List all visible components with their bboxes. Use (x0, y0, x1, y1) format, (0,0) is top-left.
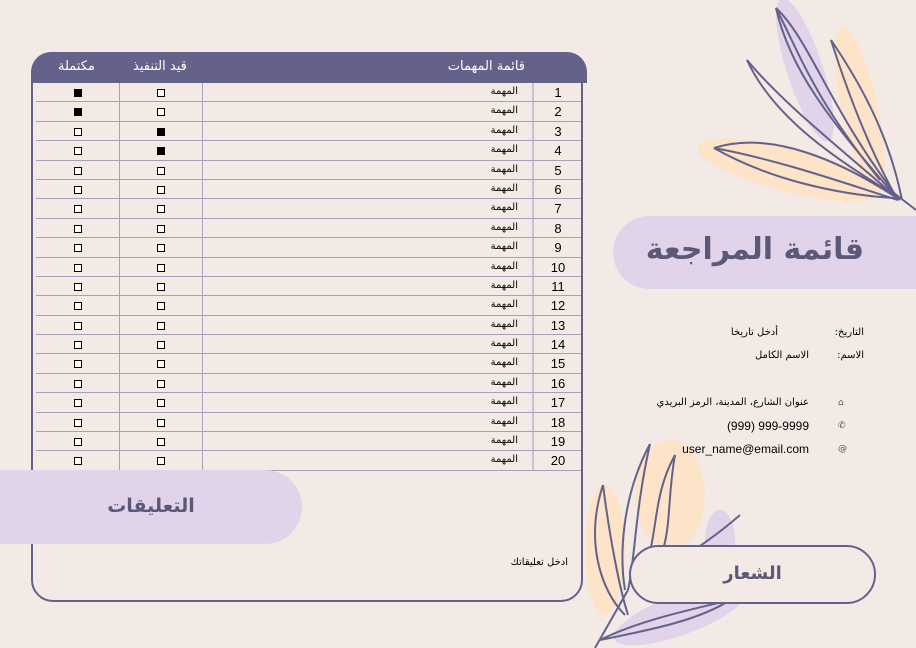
task-name[interactable]: المهمة (490, 241, 518, 253)
in-progress-checkbox[interactable] (157, 264, 165, 272)
column-divider (202, 393, 203, 411)
task-name[interactable]: المهمة (490, 163, 518, 175)
column-divider (119, 354, 120, 372)
complete-checkbox[interactable] (74, 147, 82, 155)
column-divider (202, 451, 203, 469)
table-row (36, 83, 581, 102)
header-complete: مكتملة (58, 59, 95, 74)
column-divider (119, 180, 120, 198)
task-name[interactable]: المهمة (490, 338, 518, 350)
column-divider (202, 296, 203, 314)
column-divider (202, 83, 203, 101)
table-row (36, 432, 581, 451)
column-divider (202, 258, 203, 276)
phone-icon: ✆ (838, 421, 846, 431)
in-progress-checkbox[interactable] (157, 399, 165, 407)
column-divider (119, 83, 120, 101)
table-row (36, 393, 581, 412)
column-divider (119, 296, 120, 314)
task-number: 20 (550, 453, 566, 469)
table-row (36, 451, 581, 470)
in-progress-checkbox[interactable] (157, 380, 165, 388)
task-number: 3 (554, 123, 562, 139)
task-name[interactable]: المهمة (490, 105, 518, 117)
table-row (36, 335, 581, 354)
logo-label: الشعار (723, 563, 782, 584)
in-progress-checkbox[interactable] (157, 186, 165, 194)
column-divider (532, 180, 534, 198)
column-divider (202, 238, 203, 256)
complete-checkbox[interactable] (74, 244, 82, 252)
column-divider (202, 335, 203, 353)
column-divider (119, 161, 120, 179)
in-progress-checkbox[interactable] (157, 244, 165, 252)
column-divider (202, 277, 203, 295)
complete-checkbox[interactable] (74, 360, 82, 368)
column-divider (202, 374, 203, 392)
column-divider (119, 122, 120, 140)
name-label: الاسم: (837, 350, 864, 361)
column-divider (202, 122, 203, 140)
complete-checkbox[interactable] (74, 457, 82, 465)
date-label: التاريخ: (834, 327, 864, 338)
task-name[interactable]: المهمة (490, 86, 518, 97)
column-divider (532, 102, 534, 120)
column-divider (119, 219, 120, 237)
in-progress-checkbox[interactable] (157, 89, 165, 97)
comments-banner (0, 470, 302, 544)
leaf-decoration-top-icon (690, 0, 916, 215)
email-field[interactable]: user_name@email.com (682, 442, 809, 456)
task-number: 7 (554, 201, 562, 217)
task-name[interactable]: المهمة (490, 376, 518, 388)
task-name[interactable]: المهمة (490, 454, 518, 466)
task-name[interactable]: المهمة (490, 221, 518, 233)
complete-checkbox[interactable] (74, 438, 82, 446)
task-name[interactable]: المهمة (490, 357, 518, 369)
column-divider (202, 161, 203, 179)
complete-checkbox[interactable] (74, 108, 82, 116)
table-row (36, 219, 581, 238)
column-divider (202, 141, 203, 159)
column-divider (119, 413, 120, 431)
complete-checkbox[interactable] (74, 205, 82, 213)
column-divider (532, 219, 534, 237)
table-row (36, 199, 581, 218)
column-divider (202, 102, 203, 120)
task-name[interactable]: المهمة (490, 299, 518, 311)
task-number: 6 (554, 181, 562, 197)
column-divider (202, 199, 203, 217)
column-divider (119, 451, 120, 469)
complete-checkbox[interactable] (74, 264, 82, 272)
complete-checkbox[interactable] (74, 419, 82, 427)
leaf-decoration-bottom-icon (580, 440, 760, 648)
task-number: 8 (554, 220, 562, 236)
in-progress-checkbox[interactable] (157, 322, 165, 330)
task-name[interactable]: المهمة (490, 318, 518, 330)
column-divider (532, 413, 534, 431)
in-progress-checkbox[interactable] (157, 128, 165, 136)
address-field[interactable]: عنوان الشارع، المدينة، الرمز البريدي (656, 397, 809, 408)
in-progress-checkbox[interactable] (157, 283, 165, 291)
task-number: 19 (550, 434, 566, 450)
complete-checkbox[interactable] (74, 186, 82, 194)
column-divider (202, 413, 203, 431)
column-divider (532, 374, 534, 392)
column-divider (119, 102, 120, 120)
comments-heading: التعليقات (107, 495, 195, 517)
table-row (36, 102, 581, 121)
complete-checkbox[interactable] (74, 341, 82, 349)
column-divider (202, 180, 203, 198)
header-in-progress: قيد التنفيذ (133, 59, 187, 74)
table-row (36, 277, 581, 296)
task-number: 16 (550, 375, 566, 391)
task-number: 13 (550, 317, 566, 333)
task-number: 10 (550, 259, 566, 275)
column-divider (202, 354, 203, 372)
column-divider (532, 161, 534, 179)
task-number: 4 (554, 143, 562, 159)
in-progress-checkbox[interactable] (157, 225, 165, 233)
table-row (36, 296, 581, 315)
task-number: 5 (554, 162, 562, 178)
task-name[interactable]: المهمة (490, 124, 518, 136)
phone-field[interactable]: (999) 999-9999 (726, 419, 809, 433)
header-tasks: قائمة المهمات (447, 59, 525, 74)
complete-checkbox[interactable] (74, 128, 82, 136)
column-divider (119, 316, 120, 334)
date-field[interactable]: أدخل تاريخا (730, 327, 778, 338)
column-divider (119, 277, 120, 295)
column-divider (202, 219, 203, 237)
task-name[interactable]: المهمة (490, 435, 518, 447)
column-divider (119, 141, 120, 159)
column-divider (202, 432, 203, 450)
column-divider (119, 258, 120, 276)
column-divider (119, 374, 120, 392)
table-row (36, 258, 581, 277)
in-progress-checkbox[interactable] (157, 167, 165, 175)
complete-checkbox[interactable] (74, 380, 82, 388)
in-progress-checkbox[interactable] (157, 108, 165, 116)
table-row (36, 122, 581, 141)
column-divider (532, 451, 534, 469)
task-number: 11 (551, 278, 565, 294)
task-number: 1 (554, 85, 562, 100)
table-row (36, 141, 581, 160)
task-number: 18 (550, 414, 566, 430)
task-name[interactable]: المهمة (490, 396, 518, 408)
in-progress-checkbox[interactable] (157, 147, 165, 155)
comments-field[interactable]: ادخل تعليقاتك (510, 557, 568, 568)
at-icon: @ (838, 444, 847, 454)
in-progress-checkbox[interactable] (157, 438, 165, 446)
column-divider (119, 199, 120, 217)
logo-placeholder[interactable] (629, 545, 876, 604)
column-divider (532, 354, 534, 372)
column-divider (532, 296, 534, 314)
column-divider (532, 258, 534, 276)
column-divider (532, 277, 534, 295)
in-progress-checkbox[interactable] (157, 419, 165, 427)
task-number: 2 (554, 104, 562, 120)
column-divider (119, 432, 120, 450)
table-header (31, 52, 587, 83)
complete-checkbox[interactable] (74, 302, 82, 310)
table-row (36, 180, 581, 199)
task-name[interactable]: المهمة (490, 279, 518, 291)
task-number: 14 (550, 337, 566, 353)
complete-checkbox[interactable] (74, 399, 82, 407)
in-progress-checkbox[interactable] (157, 360, 165, 368)
task-name[interactable]: المهمة (490, 144, 518, 156)
in-progress-checkbox[interactable] (157, 457, 165, 465)
column-divider (532, 83, 534, 101)
column-divider (119, 335, 120, 353)
table-row (36, 354, 581, 373)
column-divider (532, 199, 534, 217)
in-progress-checkbox[interactable] (157, 205, 165, 213)
column-divider (202, 316, 203, 334)
in-progress-checkbox[interactable] (157, 341, 165, 349)
task-name[interactable]: المهمة (490, 182, 518, 194)
column-divider (119, 393, 120, 411)
complete-checkbox[interactable] (74, 225, 82, 233)
complete-checkbox[interactable] (74, 322, 82, 330)
complete-checkbox[interactable] (74, 167, 82, 175)
column-divider (532, 141, 534, 159)
column-divider (532, 432, 534, 450)
task-name[interactable]: المهمة (490, 415, 518, 427)
table-row (36, 161, 581, 180)
task-number: 9 (554, 240, 562, 256)
table-row (36, 238, 581, 257)
task-number: 15 (550, 356, 566, 372)
task-table (36, 83, 581, 471)
column-divider (119, 238, 120, 256)
column-divider (532, 393, 534, 411)
task-name[interactable]: المهمة (490, 202, 518, 214)
in-progress-checkbox[interactable] (157, 302, 165, 310)
title-banner (613, 216, 916, 289)
task-number: 12 (550, 298, 566, 314)
table-row (36, 316, 581, 335)
task-name[interactable]: المهمة (490, 260, 518, 272)
page-title: قائمة المراجعة (645, 232, 864, 267)
column-divider (532, 122, 534, 140)
column-divider (532, 335, 534, 353)
table-row (36, 374, 581, 393)
column-divider (532, 316, 534, 334)
name-field[interactable]: الاسم الكامل (754, 350, 809, 361)
complete-checkbox[interactable] (74, 89, 82, 97)
complete-checkbox[interactable] (74, 283, 82, 291)
column-divider (532, 238, 534, 256)
table-row (36, 413, 581, 432)
home-icon: ⌂ (838, 398, 844, 408)
task-number: 17 (550, 395, 566, 411)
